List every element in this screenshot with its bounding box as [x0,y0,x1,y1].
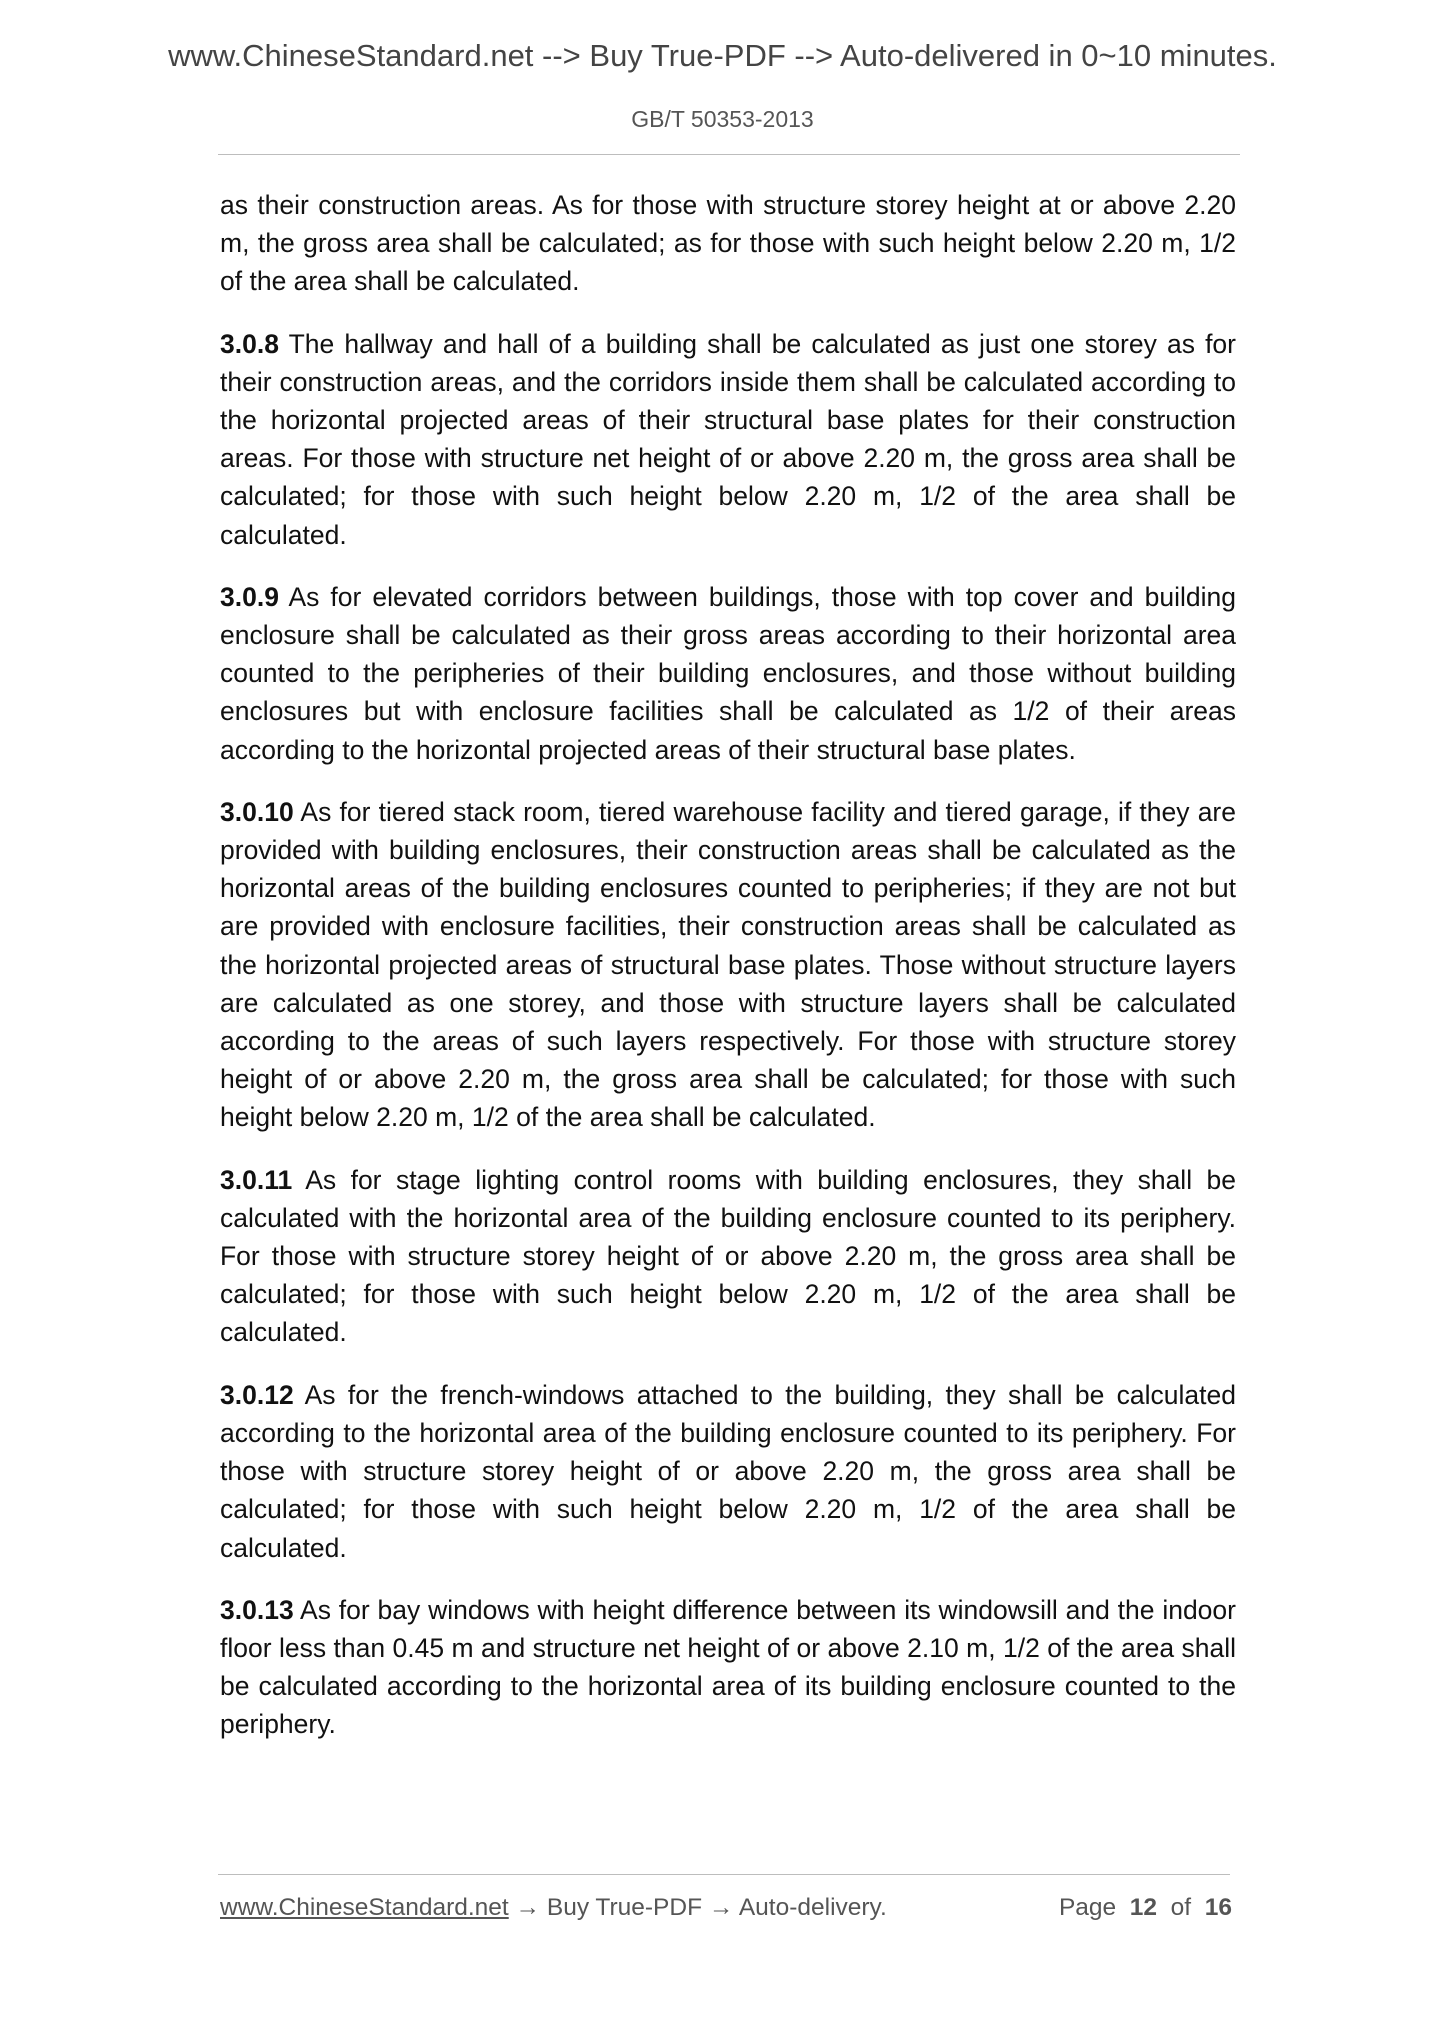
clause-3-0-12 [220,1376,1236,1567]
top-banner: www.ChineseStandard.net --> Buy True-PDF --> Auto-delivered in 0~10 minutes. [168,38,1277,73]
clause-text: The hallway and hall of a building shall be calculated as just one storey as for their construction areas, and the corridors inside them shall be calculated according to the horizontal projected areas of their structural base plates for their construction areas. For those with structure net height of or above 2.20 m, the gross area shall be calculated; for those with such height below 2.20 m, 1/2 of the area shall be calculated. [220,328,1236,550]
page-total: 16 [1204,1894,1232,1921]
clause-text: As for tiered stack room, tiered warehouse facility and tiered garage, if they are provided with building enclosures, their construction areas shall be calculated as the horizontal areas of the building enclosures counted to peripheries; if they are not but are provided with enclosure facilities, their construction areas shall be calculated as the horizontal projected areas of structural base plates. Those without structure layers are calculated as one storey, and those with structure layers shall be calculated according to the areas of such layers respectively. For those with structure storey height of or above 2.20 m, the gross area shall be calculated; for those with such height below 2.20 m, 1/2 of the area shall be calculated. [220,796,1236,1133]
page-current: 12 [1129,1894,1158,1921]
clause-text: As for bay windows with height difference between its windowsill and the indoor floor less than 0.45 m and structure net height of or above 2.10 m, 1/2 of the area shall be calculated according to the horizontal area of its building enclosure counted to the periphery. [220,1594,1236,1740]
page-of-label: of [1170,1894,1192,1921]
document-code: GB/T 50353-2013 [631,106,814,132]
clause-text: As for the french-windows attached to the building, they shall be calculated according to the horizontal area of the building enclosure counted to its periphery. For those with structure storey height of or above 2.20 m, the gross area shall be calculated; for those with such height below 2.20 m, 1/2 of the area shall be calculated. [220,1379,1236,1563]
clause-3-0-9 [220,578,1236,769]
footer-left [220,1894,887,1922]
header-divider [218,154,1240,155]
clause-3-0-8 [220,325,1236,554]
clause-number: 3.0.11 [220,1164,293,1195]
clause-number: 3.0.9 [220,581,279,612]
clause-3-0-10 [220,793,1236,1137]
paragraph-text: as their construction areas. As for those with structure storey height at or above 2.20 m, the gross area shall be calculated; as for those with such height below 2.20 m, 1/2 of the area shall be calculated. [220,190,1236,297]
clause-3-0-13 [220,1591,1236,1744]
clause-text: As for elevated corridors between buildings, those with top cover and building enclosure shall be calculated as their gross areas according to their horizontal area counted to the peripheries of their building enclosures, and those without building enclosures but with enclosure facilities shall be calculated as 1/2 of their areas according to the horizontal projected areas of their structural base plates. [220,581,1236,765]
clause-text: As for stage lighting control rooms with building enclosures, they shall be calculated with the horizontal area of the building enclosure counted to its periphery. For those with structure storey height of or above 2.20 m, the gross area shall be calculated; for those with such height below 2.20 m, 1/2 of the area shall be calculated. [220,1164,1236,1348]
clause-number: 3.0.12 [220,1379,294,1410]
footer-site-link[interactable]: www.ChineseStandard.net [220,1894,509,1921]
paragraph-continuation [220,186,1236,301]
page-body [220,186,1236,1768]
clause-number: 3.0.8 [220,328,279,359]
footer-divider [218,1874,1230,1875]
footer-tagline: → Buy True-PDF → Auto-delivery. [508,1894,887,1921]
page-label: Page [1058,1894,1117,1921]
page-number [1059,1894,1232,1922]
clause-number: 3.0.10 [220,796,294,827]
clause-number: 3.0.13 [220,1594,294,1625]
clause-3-0-11 [220,1161,1236,1352]
